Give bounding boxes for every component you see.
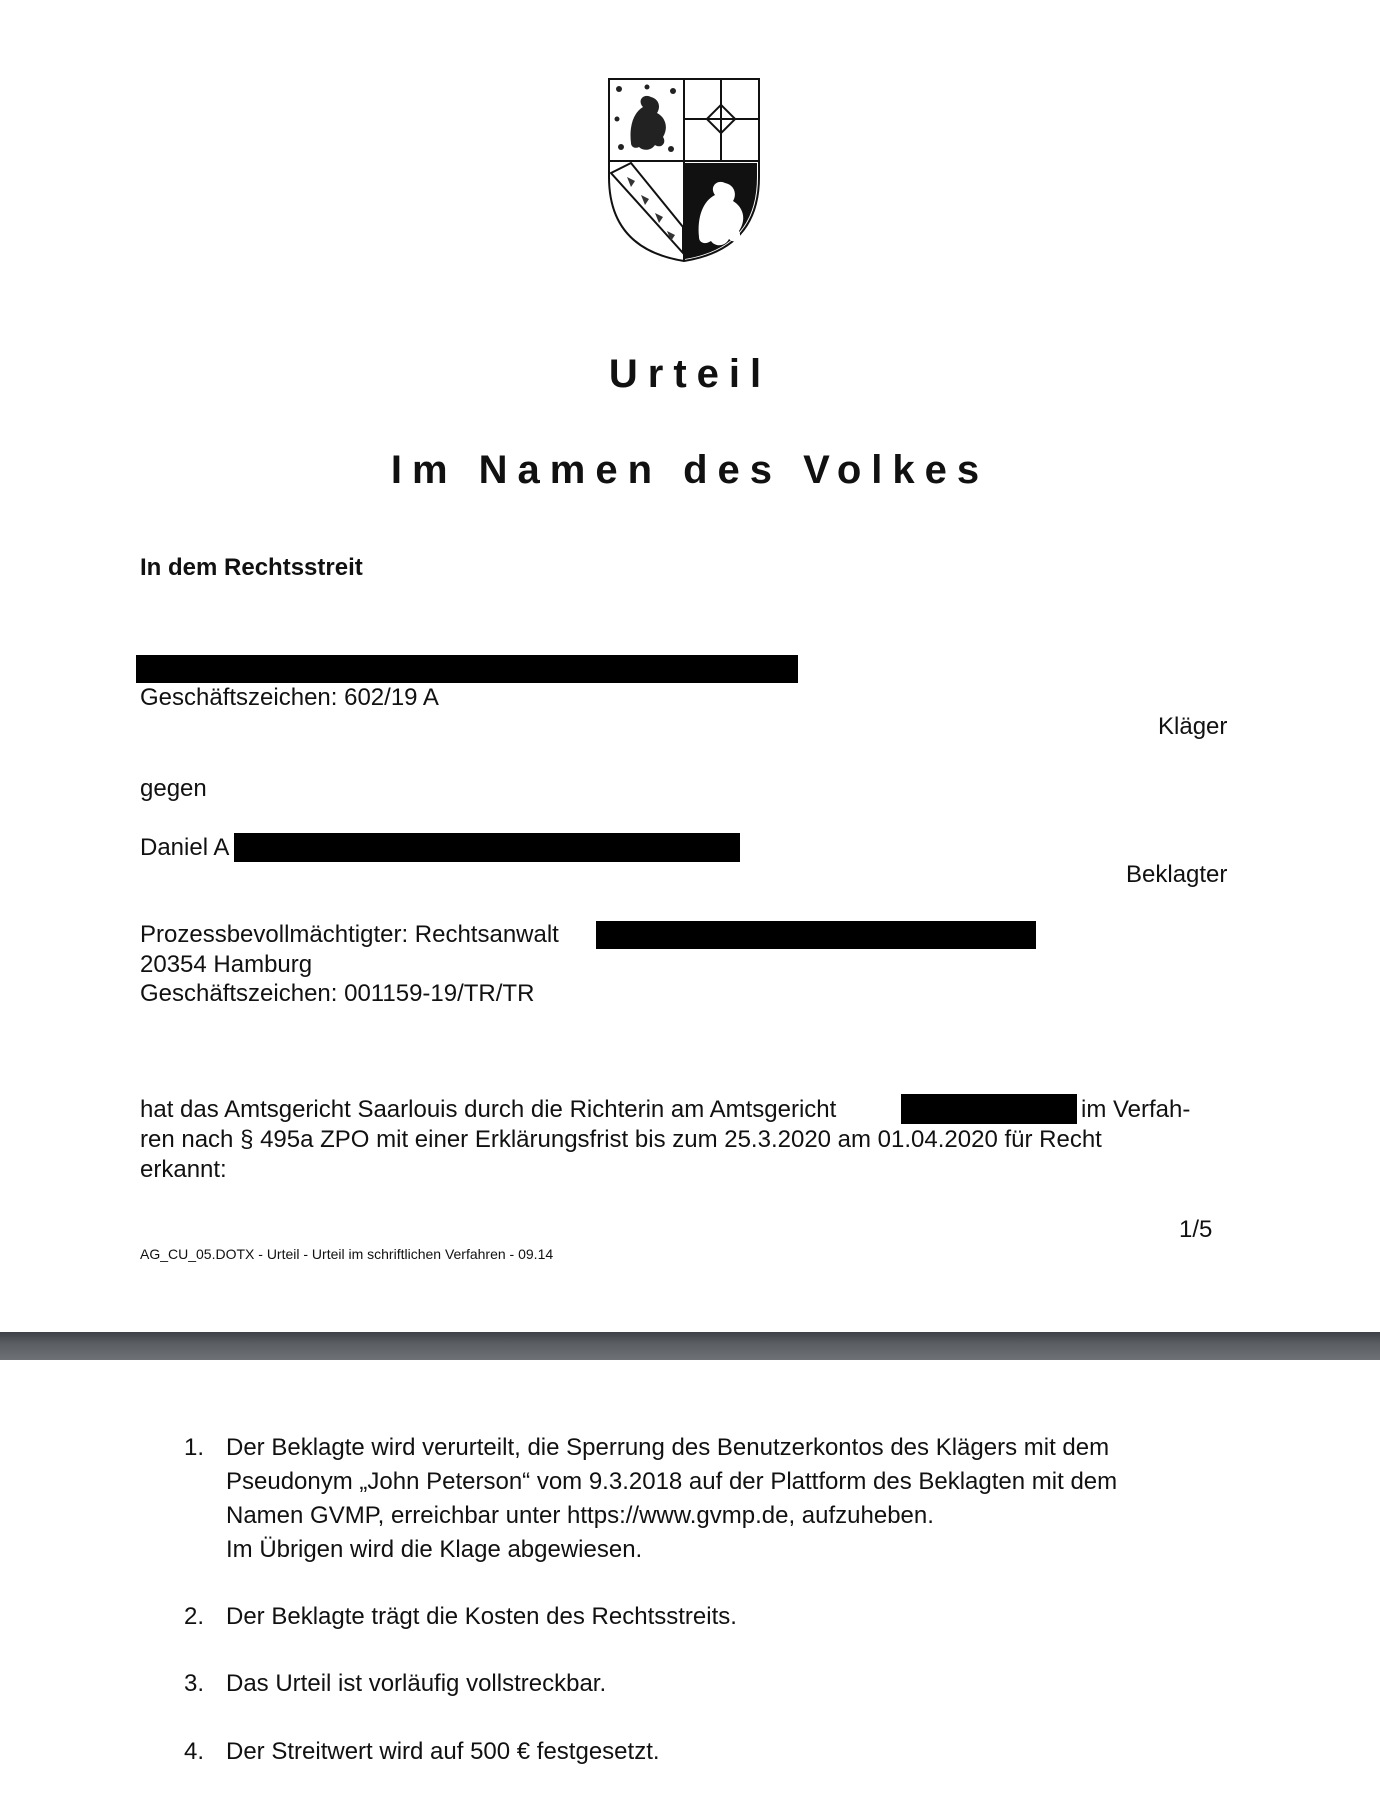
- tenor-item-line: Das Urteil ist vorläufig vollstreckbar.: [226, 1670, 607, 1697]
- template-footer: AG_CU_05.DOTX - Urteil - Urteil im schriftlichen Verfahren - 09.14: [140, 1246, 554, 1262]
- tenor-item-line: Im Übrigen wird die Klage abgewiesen.: [226, 1536, 643, 1563]
- tenor-item-line: Namen GVMP, erreichbar unter https://www.gvmp.de, aufzuheben.: [226, 1502, 934, 1529]
- plaintiff-reference: Geschäftszeichen: 602/19 A: [140, 684, 439, 711]
- defendant-role: Beklagter: [1126, 861, 1228, 888]
- document-title: Urteil: [608, 352, 772, 396]
- plaintiff-role: Kläger: [1158, 713, 1228, 740]
- tenor-item-line: Der Streitwert wird auf 500 € festgesetzt.: [226, 1738, 660, 1765]
- counsel-line: Prozessbevollmächtigter: Rechtsanwalt: [140, 921, 559, 948]
- tenor-item-number: 3.: [184, 1670, 205, 1697]
- tenor-item-line: Pseudonym „John Peterson“ vom 9.3.2018 auf der Plattform des Beklagten mit dem: [226, 1468, 1118, 1495]
- page-2: [0, 1360, 1380, 1816]
- redaction-bar: [901, 1094, 1077, 1124]
- page-number: 1/5: [1179, 1216, 1213, 1243]
- redaction-bar: [136, 655, 798, 683]
- ruling-intro-line-2: ren nach § 495a ZPO mit einer Erklärungsfrist bis zum 25.3.2020 am 01.04.2020 für Recht: [140, 1126, 1102, 1153]
- redaction-bar: [234, 833, 740, 862]
- counsel-reference: Geschäftszeichen: 001159-19/TR/TR: [140, 980, 535, 1007]
- document-subtitle: Im Namen des Volkes: [390, 448, 990, 492]
- tenor-item-number: 4.: [184, 1738, 205, 1765]
- defendant-name: Daniel A: [140, 834, 230, 861]
- tenor-item-number: 2.: [184, 1603, 205, 1630]
- coat-of-arms-icon: [607, 77, 761, 263]
- redaction-bar: [596, 921, 1036, 949]
- intro-heading: In dem Rechtsstreit: [140, 554, 363, 581]
- ruling-intro-line-3: erkannt:: [140, 1156, 227, 1183]
- versus-label: gegen: [140, 775, 207, 802]
- page-divider: [0, 1332, 1380, 1360]
- tenor-item-number: 1.: [184, 1434, 205, 1461]
- ruling-intro-line-1-end: im Verfah-: [1081, 1096, 1191, 1123]
- ruling-intro-line-1: hat das Amtsgericht Saarlouis durch die Richterin am Amtsgericht: [140, 1096, 837, 1123]
- tenor-item-line: Der Beklagte wird verurteilt, die Sperrung des Benutzerkontos des Klägers mit dem: [226, 1434, 1110, 1461]
- counsel-city: 20354 Hamburg: [140, 951, 313, 978]
- tenor-item-line: Der Beklagte trägt die Kosten des Rechtsstreits.: [226, 1603, 737, 1630]
